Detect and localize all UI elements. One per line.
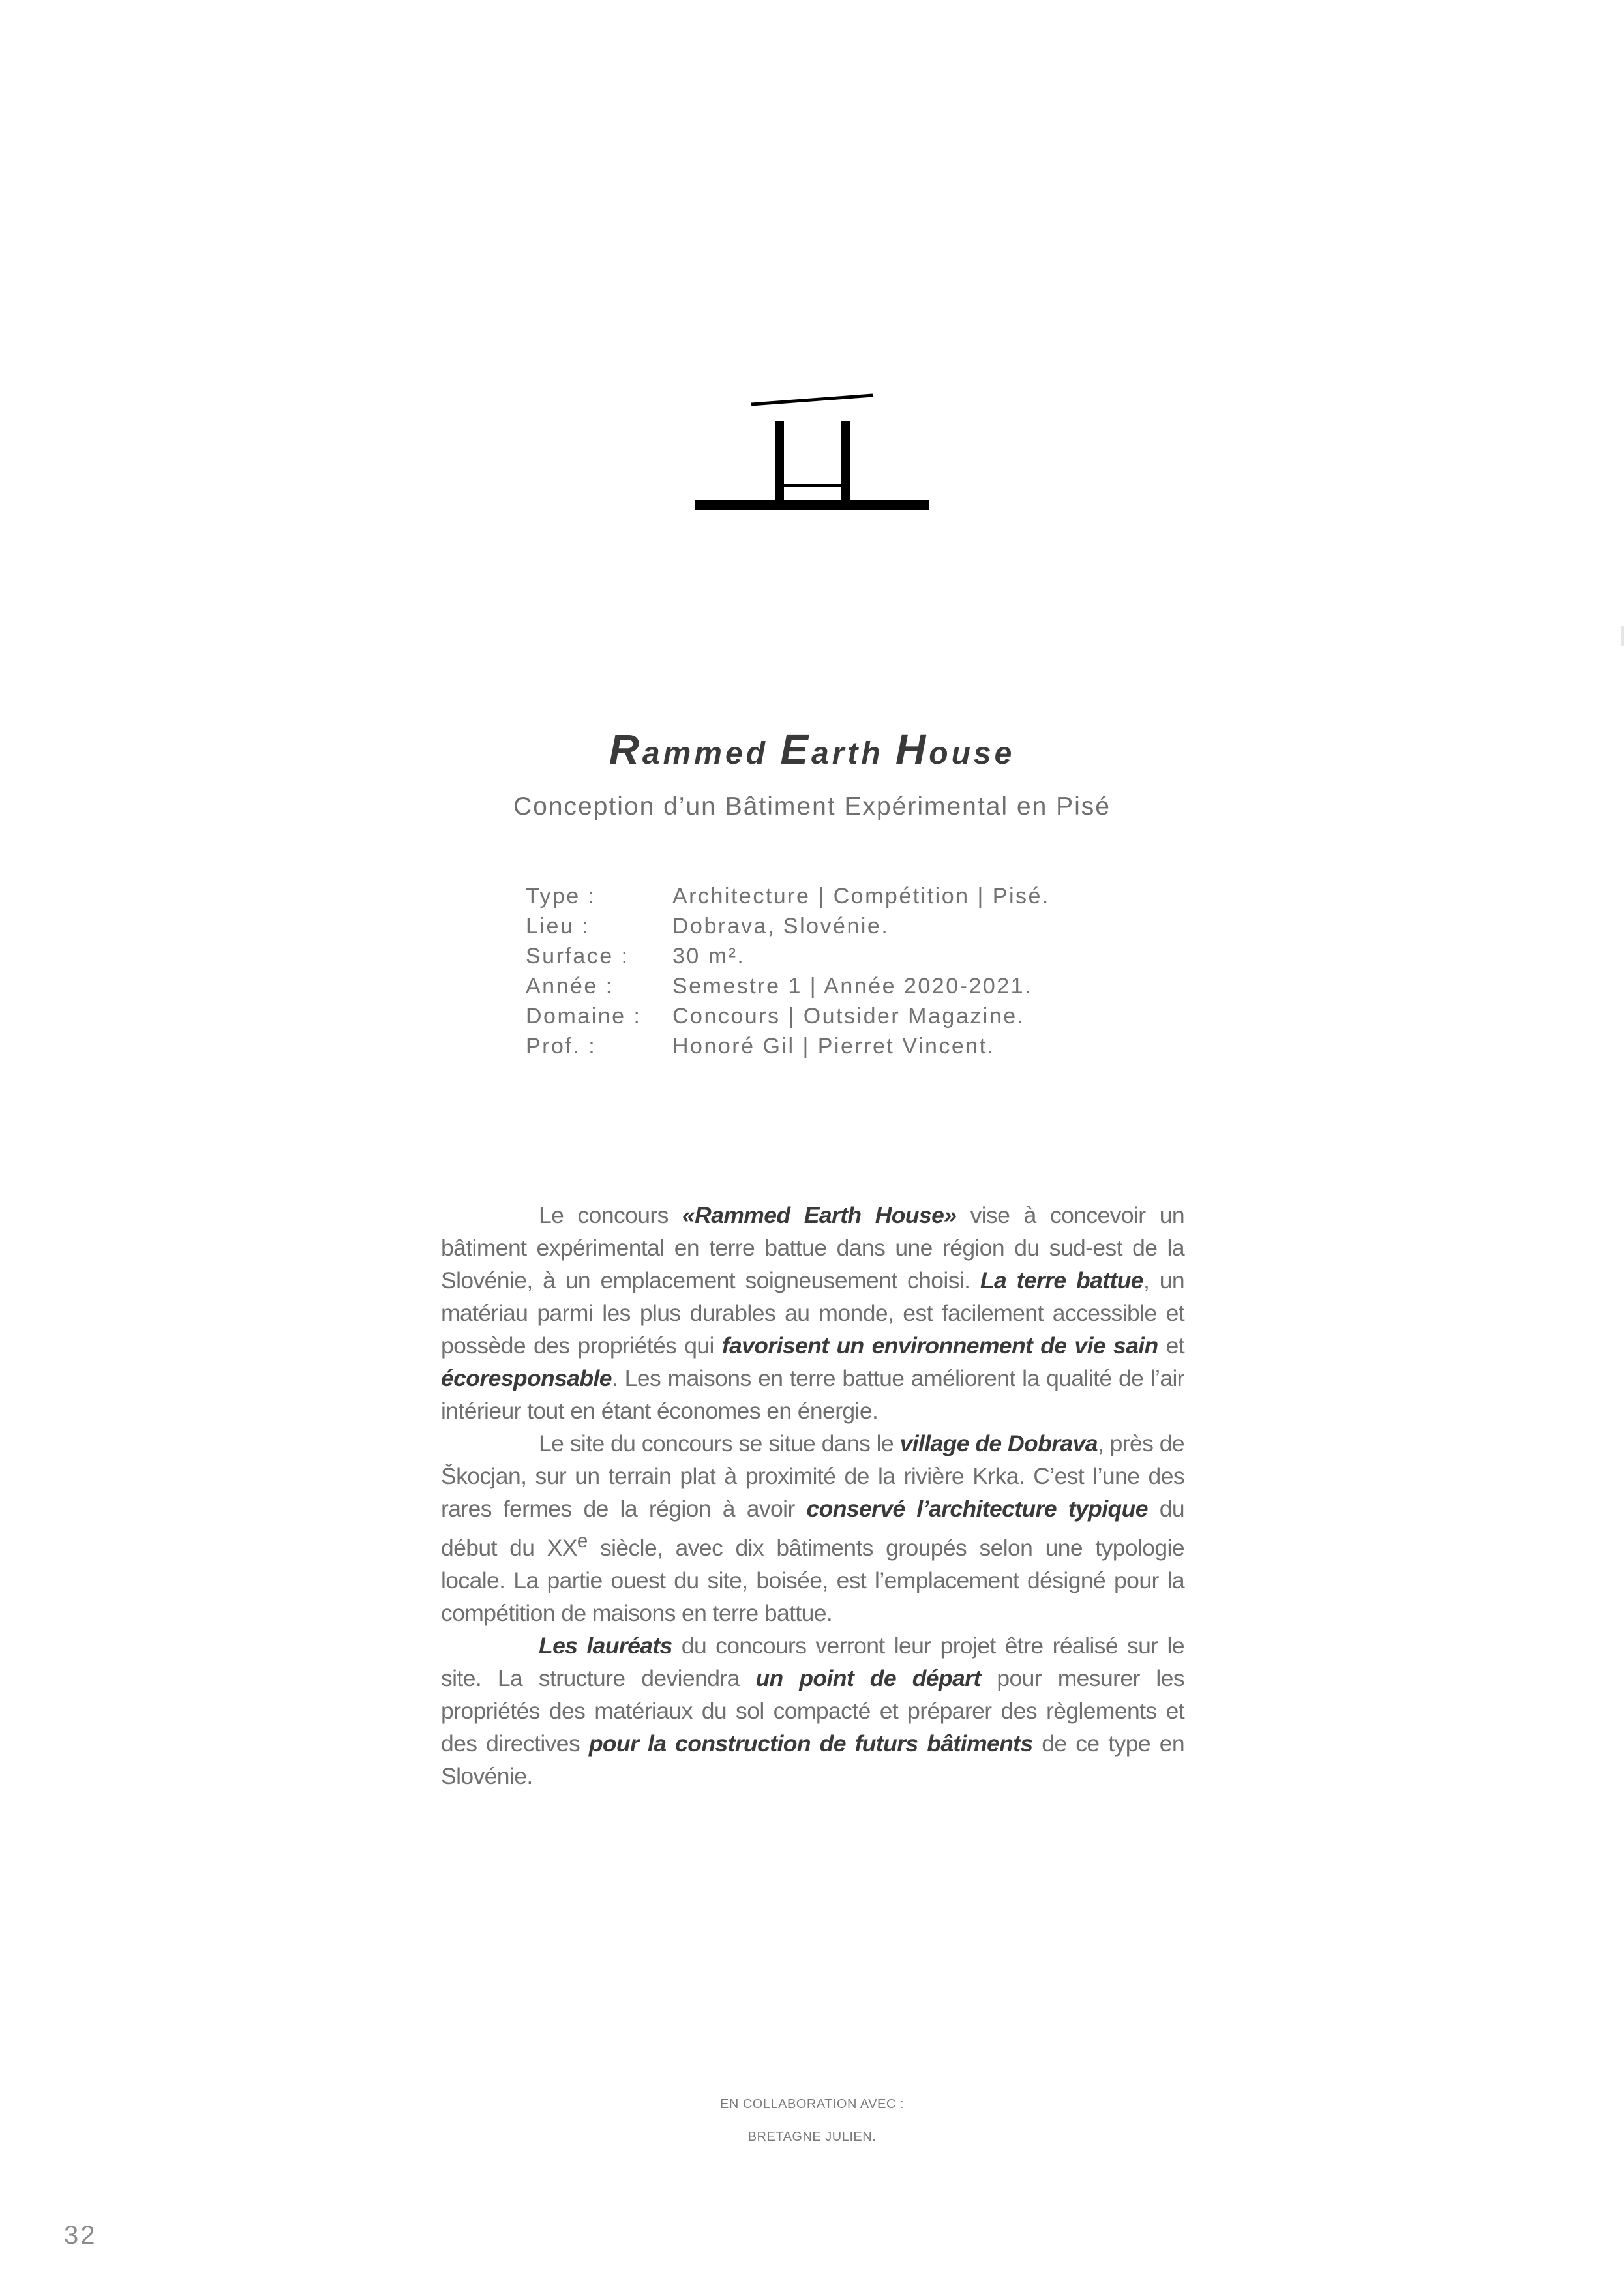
info-label: Surface : [526, 944, 629, 969]
description-paragraph-2 [441, 1427, 1184, 1629]
info-label: Année : [526, 974, 614, 999]
text-run: , près de Škocjan, sur un terrain plat à proximité de la rivière Krka. C’est l’une des rares fermes de la région à avoir [441, 1430, 1184, 1522]
title-word-rammed: ammed [642, 736, 768, 771]
text-run: Le site du concours se situe dans le [539, 1430, 900, 1456]
left-wall [775, 421, 784, 505]
info-label: Lieu : [526, 914, 590, 939]
description-paragraph-1 [441, 1199, 1184, 1427]
title-initial-e: E [780, 726, 812, 773]
emphasis-typical-architecture: conservé l’architecture typique [806, 1496, 1148, 1522]
title-word-earth: arth [811, 736, 884, 771]
emphasis-dobrava-village: village de Dobrava [899, 1430, 1098, 1456]
text-run: Le concours [539, 1202, 683, 1228]
title-initial-r: R [609, 726, 642, 773]
info-value: Architecture | Compétition | Pisé. [672, 884, 1050, 909]
emphasis-starting-point: un point de départ [755, 1665, 981, 1691]
text-run: vise à concevoir un bâtiment expérimental en terre battue dans une région du sud-est de la Slovénie, à un emplacement soigneusement choisi. [441, 1202, 1185, 1293]
text-run: du concours verront leur projet être réalisé sur le site. La structure deviendra [441, 1632, 1184, 1691]
info-label: Domaine : [526, 1004, 642, 1029]
emphasis-winners: Les lauréats [539, 1632, 672, 1659]
text-run: et [1158, 1333, 1184, 1359]
emphasis-eco-responsible: écoresponsable [441, 1365, 612, 1391]
page-edge-mark [1621, 626, 1624, 646]
page-number: 32 [64, 2221, 97, 2250]
right-wall [841, 421, 850, 505]
info-label: Type : [526, 884, 596, 909]
emphasis-competition-name: «Rammed Earth House» [682, 1202, 957, 1228]
text-run: . Les maisons en terre battue améliorent la qualité de l’air intérieur tout en étant économes en énergie. [441, 1365, 1184, 1424]
project-description [441, 1199, 1184, 1792]
text-run: siècle, avec dix bâtiments groupés selon une typologie locale. La partie ouest du site, boisée, est l’emplacement désigné pour la compétition de maisons en terre battue. [441, 1534, 1184, 1626]
info-value: Semestre 1 | Année 2020-2021. [672, 974, 1033, 999]
project-title [0, 725, 1624, 774]
emphasis-future-buildings: pour la construction de futurs bâtiments [588, 1730, 1033, 1757]
emphasis-rammed-earth: La terre battue [980, 1267, 1143, 1293]
collaboration-heading: EN COLLABORATION AVEC : [720, 2097, 904, 2111]
info-value: Honoré Gil | Pierret Vincent. [672, 1034, 995, 1059]
emphasis-healthy-environment: favorisent un environnement de vie sain [721, 1333, 1158, 1359]
info-value: Dobrava, Slovénie. [672, 914, 890, 939]
text-run: pour mesurer les propriétés des matériaux du sol compacté et préparer des règlements et des directives [441, 1665, 1184, 1757]
text-run: , un matériau parmi les plus durables au monde, est facilement accessible et possède des propriétés qui [441, 1267, 1184, 1359]
description-paragraph-3 [441, 1629, 1184, 1792]
info-value: Concours | Outsider Magazine. [672, 1004, 1025, 1029]
project-subtitle: Conception d’un Bâtiment Expérimental en Pisé [513, 792, 1111, 821]
title-word-house: ouse [929, 736, 1015, 771]
superscript: e [577, 1530, 588, 1552]
roof-line [751, 395, 873, 404]
text-run: du début du XX [441, 1496, 1184, 1561]
info-value: 30 m². [672, 944, 745, 969]
title-initial-h: H [895, 726, 929, 773]
ground-slab [695, 500, 929, 510]
house-section-icon [691, 385, 933, 522]
info-label: Prof. : [526, 1034, 597, 1059]
collaboration-name: BRETAGNE JULIEN. [747, 2130, 877, 2144]
text-run: de ce type en Slovénie. [441, 1730, 1185, 1789]
